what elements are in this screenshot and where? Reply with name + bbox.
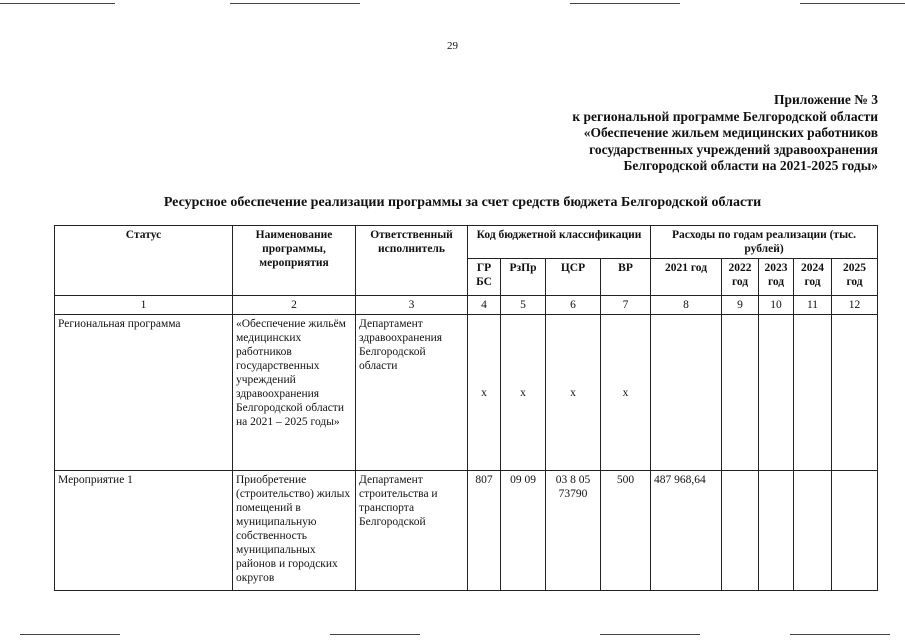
header-budget-code: Код бюджетной классификации [468, 226, 651, 259]
row-2022 [722, 315, 759, 471]
header-2022: 2022 год [722, 259, 759, 296]
column-number: 12 [832, 296, 878, 315]
header-rzpr: РзПр [501, 259, 546, 296]
row-name: Приобретение (строительство) жилых помещений в муниципальную собственность муниципальных районов и городских округов [233, 471, 356, 591]
appendix-line: «Обеспечение жильем медицинских работников [583, 125, 878, 140]
header-2025: 2025 год [832, 259, 878, 296]
scan-edge-line [800, 3, 905, 4]
column-number: 6 [546, 296, 601, 315]
page-number: 29 [447, 40, 458, 52]
row-rzpr: х [501, 315, 546, 471]
header-csr: ЦСР [546, 259, 601, 296]
header-name: Наименование программы, мероприятия [233, 226, 356, 296]
header-vr: ВР [601, 259, 651, 296]
column-number: 1 [55, 296, 233, 315]
appendix-header [480, 92, 878, 175]
scan-edge-line [20, 634, 120, 635]
header-2023: 2023 год [759, 259, 794, 296]
row-csr: 03 8 05 73790 [546, 471, 601, 591]
row-2021: 487 968,64 [651, 471, 722, 591]
header-expenses: Расходы по годам реализации (тыс. рублей) [651, 226, 878, 259]
column-number: 2 [233, 296, 356, 315]
row-executor: Департамент здравоохранения Белгородской области [356, 315, 468, 471]
column-number: 4 [468, 296, 501, 315]
scan-edge-line [790, 634, 890, 635]
column-number: 5 [501, 296, 546, 315]
row-rzpr: 09 09 [501, 471, 546, 591]
row-name: «Обеспечение жильём медицинских работников государственных учреждений здравоохранения Белгородской области на 2021 – 2025 годы» [233, 315, 356, 471]
appendix-line: к региональной программе Белгородской области [572, 108, 878, 124]
row-vr: х [601, 315, 651, 471]
scan-edge-line [0, 3, 115, 4]
row-2024 [794, 315, 832, 471]
row-grbs: х [468, 315, 501, 471]
row-2021 [651, 315, 722, 471]
row-csr: х [546, 315, 601, 471]
column-number: 10 [759, 296, 794, 315]
row-2025 [832, 315, 878, 471]
row-2024 [794, 471, 832, 591]
row-2023 [759, 471, 794, 591]
row-2025 [832, 471, 878, 591]
row-executor: Департамент строительства и транспорта Белгородской [356, 471, 468, 591]
column-number: 3 [356, 296, 468, 315]
column-number: 11 [794, 296, 832, 315]
column-number: 9 [722, 296, 759, 315]
appendix-line: Белгородской области на 2021-2025 годы» [623, 158, 878, 173]
row-vr: 500 [601, 471, 651, 591]
scan-edge-line [600, 634, 700, 635]
header-executor: Ответственный исполнитель [356, 226, 468, 296]
header-2024: 2024 год [794, 259, 832, 296]
document-heading: Ресурсное обеспечение реализации программы за счет средств бюджета Белгородской области [163, 195, 762, 210]
table-row [55, 315, 878, 471]
row-2023 [759, 315, 794, 471]
row-status: Региональная программа [55, 315, 233, 471]
column-number: 7 [601, 296, 651, 315]
resource-table [54, 225, 878, 591]
header-status: Статус [55, 226, 233, 296]
scan-edge-line [570, 3, 680, 4]
row-2022 [722, 471, 759, 591]
column-number: 8 [651, 296, 722, 315]
header-grbs: ГР БС [468, 259, 501, 296]
scan-edge-line [330, 634, 420, 635]
header-2021: 2021 год [651, 259, 722, 296]
header-row [55, 226, 878, 259]
row-grbs: 807 [468, 471, 501, 591]
row-status: Мероприятие 1 [55, 471, 233, 591]
appendix-line: государственных учреждений здравоохранения [589, 141, 878, 157]
scan-edge-line [230, 3, 360, 4]
appendix-line: Приложение № 3 [774, 92, 878, 107]
table-row [55, 471, 878, 591]
column-number-row [55, 296, 878, 315]
